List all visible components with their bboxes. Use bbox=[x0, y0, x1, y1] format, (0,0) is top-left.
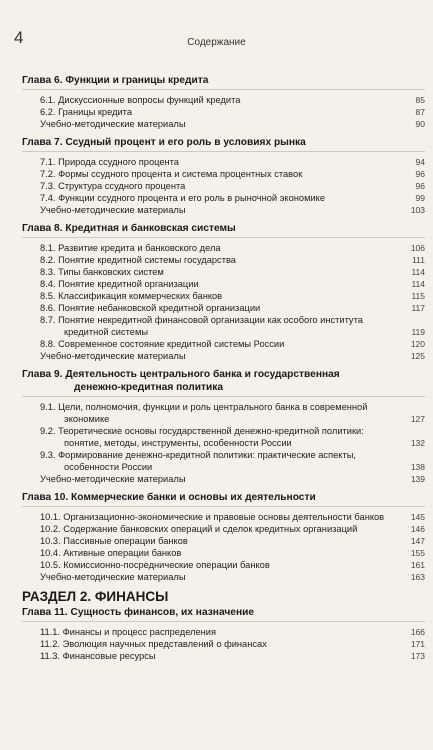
page-header bbox=[14, 28, 419, 52]
toc-entry-page: 87 bbox=[415, 107, 425, 117]
toc-entry[interactable] bbox=[22, 523, 425, 535]
toc-entry[interactable] bbox=[22, 242, 425, 254]
toc-entry-text: Учебно-методические материалы bbox=[40, 474, 186, 484]
toc-entry-page: 106 bbox=[410, 243, 425, 253]
toc-chapter bbox=[22, 136, 425, 216]
chapter-title[interactable]: Глава 11. Сущность финансов, их назначение bbox=[22, 607, 255, 618]
toc-entry-page: 103 bbox=[410, 205, 425, 215]
toc-entry-text: 9.2. Теоретические основы государственной денежно-кредитной политики: bbox=[40, 426, 364, 436]
toc-entry[interactable] bbox=[22, 638, 425, 650]
toc-entry-text: 8.4. Понятие кредитной организации bbox=[40, 279, 199, 289]
toc-entry-page: 132 bbox=[410, 438, 425, 448]
toc-entry-page: 99 bbox=[415, 193, 425, 203]
toc-entry-page: 138 bbox=[410, 462, 425, 472]
toc-entry[interactable] bbox=[22, 278, 425, 290]
toc-entry[interactable] bbox=[22, 180, 425, 192]
chapter-title[interactable]: Глава 7. Ссудный процент и его роль в условиях рынка bbox=[22, 137, 306, 148]
toc-entry[interactable] bbox=[22, 314, 425, 338]
toc-entry-text: 8.3. Типы банковских систем bbox=[40, 267, 164, 277]
toc-entry[interactable] bbox=[22, 650, 425, 662]
toc-entry[interactable] bbox=[22, 290, 425, 302]
toc-entry[interactable] bbox=[22, 94, 425, 106]
toc-entry-text: Учебно-методические материалы bbox=[40, 351, 186, 361]
toc-entry[interactable] bbox=[22, 571, 425, 583]
toc-entry-page: 155 bbox=[410, 548, 425, 558]
toc-entry-page: 145 bbox=[410, 512, 425, 522]
toc-entry[interactable] bbox=[22, 338, 425, 350]
toc-chapter bbox=[22, 491, 425, 583]
toc-entry-page: 161 bbox=[410, 560, 425, 570]
toc-entry-text: 10.2. Содержание банковских операций и сделок кредитных организаций bbox=[40, 524, 358, 534]
toc-entry-page: 111 bbox=[412, 255, 425, 265]
toc-entry-text: 11.2. Эволюция научных представлений о финансах bbox=[40, 639, 267, 649]
toc-entry-page: 94 bbox=[415, 157, 425, 167]
toc-entry-text: 7.1. Природа ссудного процента bbox=[40, 157, 179, 167]
chapter-divider bbox=[22, 621, 425, 622]
page-title: Содержание bbox=[187, 37, 246, 48]
toc-entry-text: 11.3. Финансовые ресурсы bbox=[40, 651, 156, 661]
toc-entry-text: 11.1. Финансы и процесс распределения bbox=[40, 627, 217, 637]
chapter-title[interactable]: Глава 6. Функции и границы кредита bbox=[22, 75, 209, 86]
toc-entry[interactable] bbox=[22, 106, 425, 118]
toc-entry-text: 10.1. Организационно-экономические и правовые основы деятельности банков bbox=[40, 512, 385, 522]
toc-entry-page: 173 bbox=[410, 651, 425, 661]
toc-entry[interactable] bbox=[22, 449, 425, 473]
chapter-divider bbox=[22, 151, 425, 152]
toc-entry-page: 117 bbox=[411, 303, 425, 313]
toc-entry[interactable] bbox=[22, 350, 425, 362]
toc-entry-page: 139 bbox=[410, 474, 425, 484]
chapter-title[interactable]: Глава 9. Деятельность центрального банка и государственная bbox=[22, 369, 340, 380]
toc-entry-page: 96 bbox=[415, 169, 425, 179]
chapter-divider bbox=[22, 237, 425, 238]
toc-entry-text: 8.8. Современное состояние кредитной системы России bbox=[40, 339, 285, 349]
toc-entry-text-continuation: особенности России bbox=[64, 462, 153, 472]
toc-entry[interactable] bbox=[22, 156, 425, 168]
toc-chapter bbox=[22, 368, 425, 485]
toc-entry[interactable] bbox=[22, 473, 425, 485]
toc-entry-text: 9.3. Формирование денежно-кредитной политики: практические аспекты, bbox=[40, 450, 356, 460]
toc-entry-page: 147 bbox=[410, 536, 425, 546]
toc-chapter bbox=[22, 74, 425, 130]
toc-entry-text: 7.4. Функции ссудного процента и его роль в рыночной экономике bbox=[40, 193, 326, 203]
chapter-divider bbox=[22, 89, 425, 90]
toc-entry-page: 163 bbox=[410, 572, 425, 582]
toc-entry[interactable] bbox=[22, 511, 425, 523]
toc-entry-text: 10.5. Комиссионно-посреднические операции банков bbox=[40, 560, 270, 570]
toc-entry-text: 7.3. Структура ссудного процента bbox=[40, 181, 186, 191]
toc-entry-text: Учебно-методические материалы bbox=[40, 572, 186, 582]
toc-entry-page: 125 bbox=[410, 351, 425, 361]
toc-entry-text: 6.2. Границы кредита bbox=[40, 107, 133, 117]
toc-entry[interactable] bbox=[22, 204, 425, 216]
toc-entry[interactable] bbox=[22, 401, 425, 425]
toc-entry[interactable] bbox=[22, 266, 425, 278]
toc-chapter bbox=[22, 222, 425, 362]
toc-entry-text: Учебно-методические материалы bbox=[40, 119, 186, 129]
toc-entry-text: Учебно-методические материалы bbox=[40, 205, 186, 215]
toc-entry-page: 85 bbox=[415, 95, 425, 105]
toc-entry-text: 9.1. Цели, полномочия, функции и роль центрального банка в современной bbox=[40, 402, 368, 412]
toc-entry[interactable] bbox=[22, 118, 425, 130]
toc-entry-text: 8.5. Классификация коммерческих банков bbox=[40, 291, 223, 301]
toc-entry-page: 171 bbox=[410, 639, 425, 649]
toc-entry[interactable] bbox=[22, 254, 425, 266]
toc-entry[interactable] bbox=[22, 559, 425, 571]
toc-entry-page: 120 bbox=[410, 339, 425, 349]
chapter-divider bbox=[22, 396, 425, 397]
chapter-title-continuation: денежно-кредитная политика bbox=[74, 382, 223, 393]
chapter-title[interactable]: Глава 8. Кредитная и банковская системы bbox=[22, 223, 236, 234]
toc-entry-page: 114 bbox=[411, 279, 425, 289]
toc-entry-text: 8.7. Понятие некредитной финансовой организации как особого института bbox=[40, 315, 363, 325]
toc-entry[interactable] bbox=[22, 302, 425, 314]
toc-entry-page: 90 bbox=[415, 119, 425, 129]
chapter-divider bbox=[22, 506, 425, 507]
toc-entry[interactable] bbox=[22, 535, 425, 547]
toc-entry[interactable] bbox=[22, 547, 425, 559]
toc-entry-text: 7.2. Формы ссудного процента и система процентных ставок bbox=[40, 169, 303, 179]
toc-entry[interactable] bbox=[22, 626, 425, 638]
toc-entry-text: 8.2. Понятие кредитной системы государства bbox=[40, 255, 236, 265]
toc-entry-page: 115 bbox=[411, 291, 425, 301]
table-of-contents bbox=[22, 74, 425, 668]
toc-entry[interactable] bbox=[22, 425, 425, 449]
toc-entry-page: 166 bbox=[410, 627, 425, 637]
toc-entry[interactable] bbox=[22, 192, 425, 204]
toc-entry-page: 146 bbox=[410, 524, 425, 534]
toc-entry-page: 127 bbox=[410, 414, 425, 424]
toc-entry-page: 114 bbox=[411, 267, 425, 277]
toc-entry-text: 10.4. Активные операции банков bbox=[40, 548, 182, 558]
toc-entry-text: 6.1. Дискуссионные вопросы функций кредита bbox=[40, 95, 241, 105]
toc-entry-page: 119 bbox=[411, 327, 425, 337]
toc-entry-text: 8.1. Развитие кредита и банковского дела bbox=[40, 243, 221, 253]
toc-entry-text-continuation: кредитной системы bbox=[64, 327, 149, 337]
toc-entry[interactable] bbox=[22, 168, 425, 180]
toc-entry-text: 8.6. Понятие небанковской кредитной организации bbox=[40, 303, 261, 313]
toc-entry-text-continuation: экономике bbox=[64, 414, 110, 424]
toc-chapter bbox=[22, 606, 425, 662]
toc-entry-text: 10.3. Пассивные операции банков bbox=[40, 536, 188, 546]
chapter-title[interactable]: Глава 10. Коммерческие банки и основы их деятельности bbox=[22, 492, 316, 503]
page-number: 4 bbox=[14, 28, 24, 47]
toc-entry-text-continuation: понятие, методы, инструменты, особенности России bbox=[64, 438, 292, 448]
section-title[interactable]: РАЗДЕЛ 2. ФИНАНСЫ bbox=[22, 589, 169, 604]
toc-entry-page: 96 bbox=[415, 181, 425, 191]
